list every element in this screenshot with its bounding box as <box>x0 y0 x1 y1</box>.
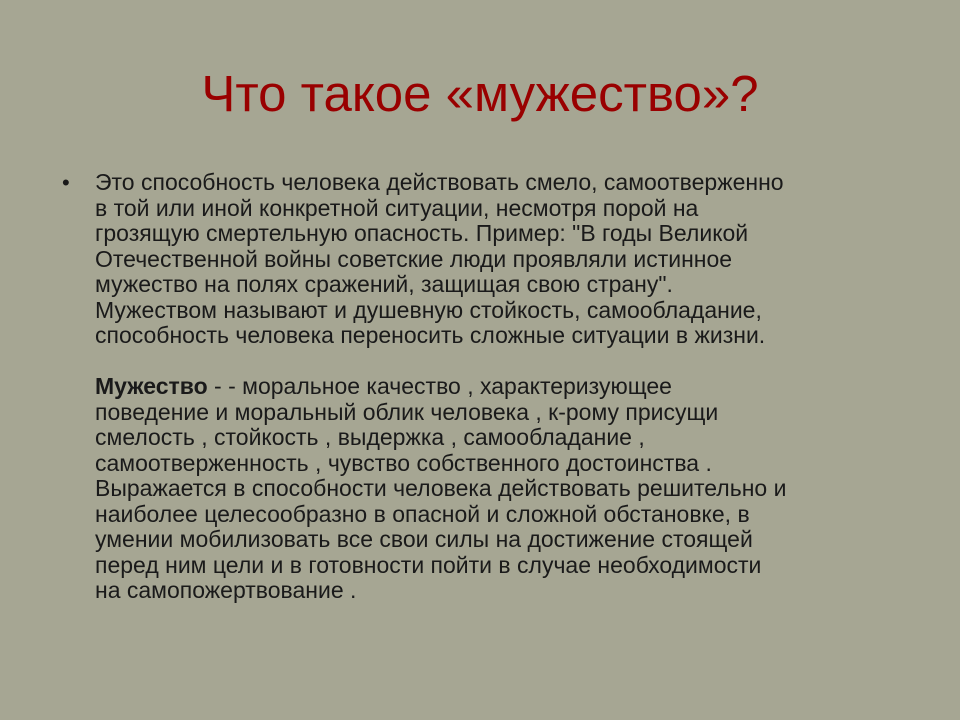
text-line: наиболее целесообразно в опасной и сложной обстановке, в <box>95 500 750 527</box>
text-line: смелость , стойкость , выдержка , самообладание , <box>95 424 645 450</box>
term-definition-start: - - моральное качество , характеризующее <box>207 373 672 399</box>
text-line: поведение и моральный облик человека , к-рому присущи <box>95 398 719 425</box>
text-line: грозящую смертельную опасность. Пример: "В годы Великой <box>95 220 749 246</box>
text-line: способность человека переносить сложные ситуации в жизни. <box>95 322 766 348</box>
text-line <box>95 374 922 400</box>
text-line: на самопожертвование . <box>95 577 357 603</box>
text-line: умении мобилизовать все свои силы на достижение стоящей <box>95 526 753 552</box>
definition-paragraph <box>95 170 922 349</box>
text-line: самоотверженность , чувство собственного достоинства . <box>95 449 712 476</box>
bullet-icon: • <box>62 170 70 195</box>
moral-quality-paragraph <box>95 374 922 604</box>
text-line: Это способность человека действовать смело, самоотверженно <box>95 169 784 195</box>
text-line: Мужеством называют и душевную стойкость, самообладание, <box>95 296 762 323</box>
text-line: в той или иной конкретной ситуации, несмотря порой на <box>95 194 699 221</box>
paragraph-spacer <box>95 349 922 375</box>
text-line: Выражается в способности человека действовать решительно и <box>95 475 787 501</box>
slide-content <box>62 170 922 604</box>
slide-title: Что такое «мужество»? <box>201 65 759 122</box>
term-heading: Мужество <box>95 373 208 399</box>
text-line: перед ним цели и в готовности пойти в случае необходимости <box>95 551 762 578</box>
text-line: мужество на полях сражений, защищая свою страну". <box>95 271 673 297</box>
text-line: Отечественной войны советские люди проявляли истинное <box>95 245 733 272</box>
bullet-item <box>62 170 922 604</box>
